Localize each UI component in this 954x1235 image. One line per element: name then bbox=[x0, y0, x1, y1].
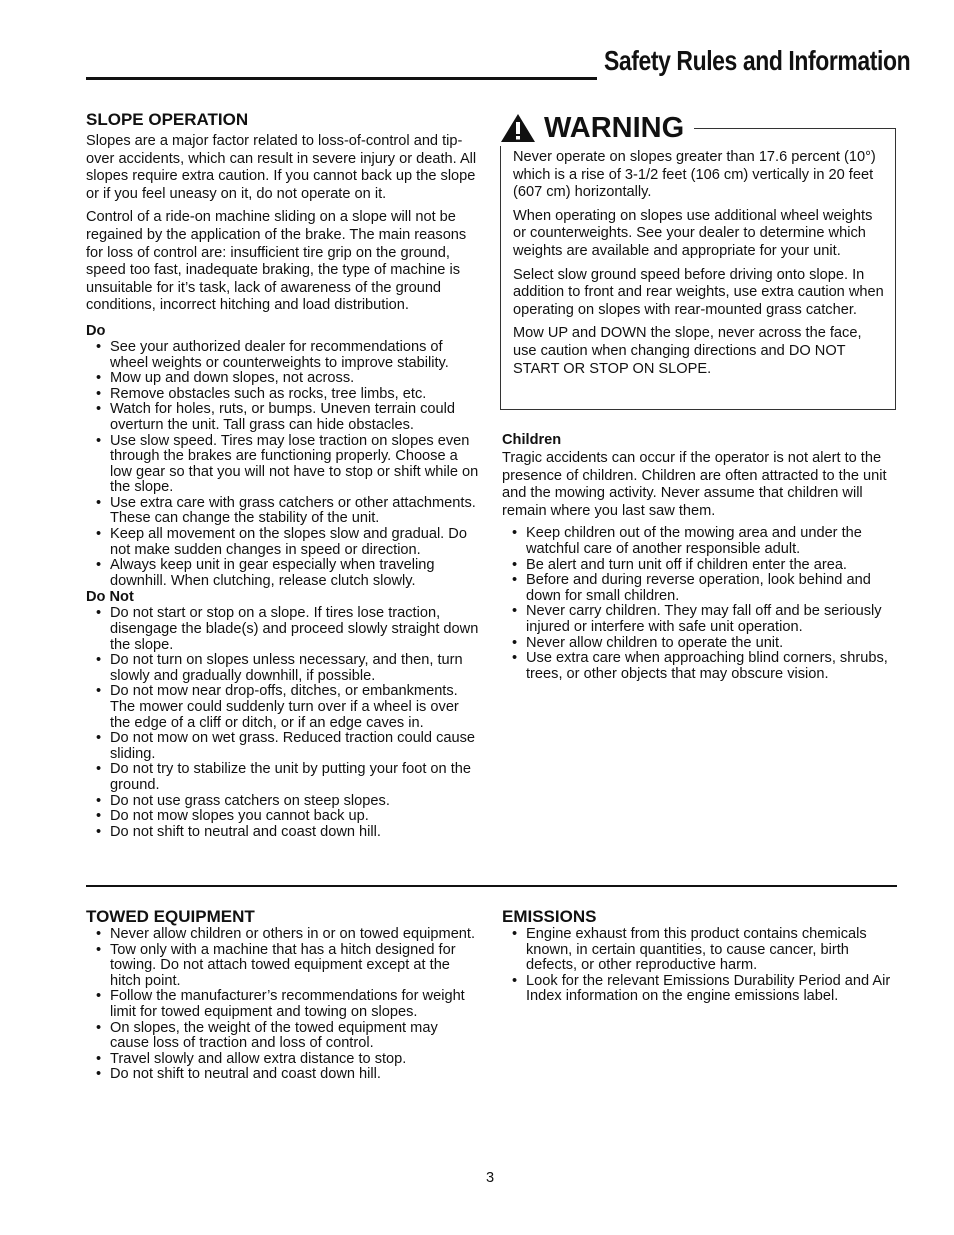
list-item: • Mow up and down slopes, not across. bbox=[110, 371, 480, 387]
section-heading: EMISSIONS bbox=[502, 907, 597, 926]
children-heading: Children bbox=[502, 432, 562, 448]
towed-equipment-section bbox=[86, 907, 480, 1083]
warning-text bbox=[513, 149, 889, 384]
do-not-list bbox=[86, 606, 480, 840]
list-item: • Travel slowly and allow extra distance to stop. bbox=[110, 1052, 480, 1068]
children-section bbox=[502, 428, 897, 682]
do-not-heading: Do Not bbox=[86, 589, 134, 606]
warning-paragraph: When operating on slopes use additional wheel weights or counterweights. See your dealer to determine which weights are available and appropriate for your unit. bbox=[513, 207, 873, 259]
list-item: • On slopes, the weight of the towed equipment may cause loss of traction and loss of control. bbox=[110, 1021, 480, 1052]
list-item: • Use extra care when approaching blind corners, shrubs, trees, or other objects that may obscure vision. bbox=[526, 651, 897, 682]
list-item: • Do not mow near drop-offs, ditches, or embankments. The mower could suddenly turn over if a wheel is over the edge of a cliff or ditch, or if an edge caves in. bbox=[110, 684, 480, 731]
list-item: • Do not shift to neutral and coast down hill. bbox=[110, 825, 480, 841]
paragraph: Slopes are a major factor related to loss-of-control and tip-over accidents, which can result in severe injury or death. All slopes require extra caution. If you cannot back up the slope or if you feel uneasy on it, do not operate on it. bbox=[86, 133, 477, 202]
list-item: • Watch for holes, ruts, or bumps. Uneven terrain could overturn the unit. Tall grass can hide obstacles. bbox=[110, 402, 480, 433]
list-item: • Keep children out of the mowing area and under the watchful care of another responsible adult. bbox=[526, 526, 897, 557]
list-item: • Do not shift to neutral and coast down hill. bbox=[110, 1067, 480, 1083]
list-item: • Be alert and turn unit off if children enter the area. bbox=[526, 558, 897, 574]
list-item: • Never allow children to operate the unit. bbox=[526, 636, 897, 652]
list-item: • Do not turn on slopes unless necessary, and then, turn slowly and gradually downhill, if possible. bbox=[110, 653, 480, 684]
warning-triangle-icon bbox=[500, 113, 536, 143]
list-item: • Keep all movement on the slopes slow and gradual. Do not make sudden changes in speed or direction. bbox=[110, 527, 480, 558]
list-item: • Before and during reverse operation, look behind and down for small children. bbox=[526, 573, 897, 604]
warning-paragraph: Select slow ground speed before driving onto slope. In addition to front and rear weights, use extra caution when operating on slopes with rear-mounted grass catcher. bbox=[513, 266, 884, 318]
list-item: • Engine exhaust from this product contains chemicals known, in certain quantities, to cause cancer, birth defects, or other reproductive harm. bbox=[526, 927, 897, 974]
do-list bbox=[86, 340, 480, 590]
warning-paragraph: Mow UP and DOWN the slope, never across the face, use caution when changing directions and DO NOT START OR STOP ON SLOPE. bbox=[513, 325, 862, 377]
warning-paragraph: Never operate on slopes greater than 17.6 percent (10°) which is a rise of 3-1/2 feet (106 cm) vertically in 20 feet (607 cm) horizontally. bbox=[513, 149, 876, 201]
children-list bbox=[502, 526, 897, 682]
list-item: • Always keep unit in gear especially when traveling downhill. When clutching, release clutch slowly. bbox=[110, 558, 480, 589]
list-item: • Do not mow slopes you cannot back up. bbox=[110, 809, 480, 825]
list-item: • See your authorized dealer for recommendations of wheel weights or counterweights to improve stability. bbox=[110, 340, 480, 371]
warning-label: WARNING bbox=[544, 112, 685, 144]
do-heading: Do bbox=[86, 322, 106, 339]
list-item: • Follow the manufacturer’s recommendations for weight limit for towed equipment and towing on slopes. bbox=[110, 989, 480, 1020]
list-item: • Never carry children. They may fall off and be seriously injured or interfere with safe unit operation. bbox=[526, 604, 897, 635]
list-item: • Tow only with a machine that has a hitch designed for towing. Do not attach towed equipment except at the hitch point. bbox=[110, 943, 480, 990]
header-rule bbox=[86, 77, 597, 80]
slope-operation-section bbox=[86, 110, 480, 840]
children-intro: Tragic accidents can occur if the operator is not alert to the presence of children. Children are often attracted to the unit and the mowing activity. Never assume that children will remain where you last saw them. bbox=[502, 450, 887, 519]
list-item: • Do not try to stabilize the unit by putting your foot on the ground. bbox=[110, 762, 480, 793]
list-item: • Never allow children or others in or on towed equipment. bbox=[110, 927, 480, 943]
section-heading: SLOPE OPERATION bbox=[86, 110, 249, 129]
list-item: • Remove obstacles such as rocks, tree limbs, etc. bbox=[110, 387, 480, 403]
emissions-section bbox=[502, 907, 897, 1005]
list-item: • Do not start or stop on a slope. If tires lose traction, disengage the blade(s) and proceed slowly straight down the slope. bbox=[110, 606, 480, 653]
page-title: Safety Rules and Information bbox=[604, 45, 911, 76]
towed-list bbox=[86, 927, 480, 1083]
section-divider bbox=[86, 885, 897, 887]
paragraph: Control of a ride-on machine sliding on a slope will not be regained by the application of the brake. The main reasons for loss of control are: insufficient tire grip on the ground, speed too fast, inadequate braking, the type of machine is unsuitable for it’s task, lack of awareness of the ground conditions, incorrect hitching and load distribution. bbox=[86, 209, 467, 314]
emissions-list bbox=[502, 927, 897, 1005]
list-item: • Use slow speed. Tires may lose traction on slopes even through the brakes are functioning properly. Choose a low gear so that you will not have to stop or shift while on the slope. bbox=[110, 434, 480, 496]
warning-header bbox=[496, 110, 694, 146]
list-item: • Look for the relevant Emissions Durability Period and Air Index information on the engine emissions label. bbox=[526, 974, 897, 1005]
list-item: • Do not use grass catchers on steep slopes. bbox=[110, 794, 480, 810]
list-item: • Do not mow on wet grass. Reduced traction could cause sliding. bbox=[110, 731, 480, 762]
page-number: 3 bbox=[486, 1170, 495, 1186]
section-heading: TOWED EQUIPMENT bbox=[86, 907, 255, 926]
list-item: • Use extra care with grass catchers or other attachments. These can change the stability of the unit. bbox=[110, 496, 480, 527]
